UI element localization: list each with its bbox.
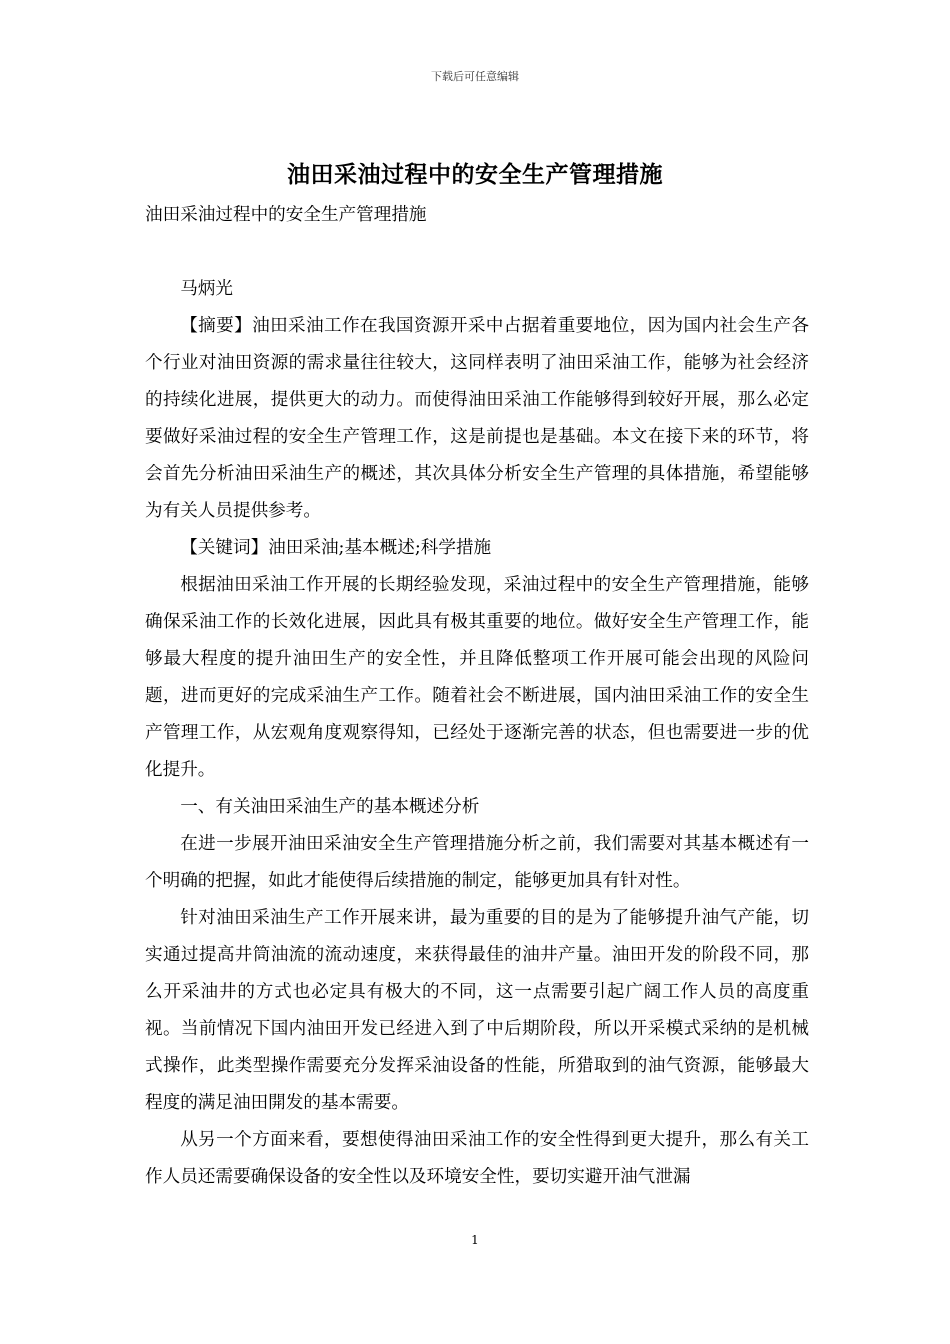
keywords-paragraph: 【关键词】油田采油;基本概述;科学措施 <box>180 538 492 558</box>
section-heading: 一、有关油田采油生产的基本概述分析 <box>180 797 480 817</box>
body-paragraph: 从另一个方面来看，要想使得油田采油工作的安全性得到更大提升，那么有关工作人员还需要确保设备的安全性以及环境安全性，要切实避开油气泄漏 <box>145 1130 809 1187</box>
body-paragraph: 根据油田采油工作开展的长期经验发现，采油过程中的安全生产管理措施，能够确保采油工作的长效化进展，因此具有极其重要的地位。做好安全生产管理工作，能够最大程度的提升油田生产的安全性，并且降低整项工作开展可能会出现的风险问题，进而更好的完成采油生产工作。随着社会不断进展，国内油田采油工作的安全生产管理工作，从宏观角度观察得知，已经处于逐渐完善的状态，但也需要进一步的优化提升。 <box>145 575 809 780</box>
author: 马炳光 <box>180 279 233 299</box>
subtitle: 油田采油过程中的安全生产管理措施 <box>145 205 427 225</box>
body-paragraph: 在进一步展开油田采油安全生产管理措施分析之前，我们需要对其基本概述有一个明确的把握，如此才能使得后续措施的制定，能够更加具有针对性。 <box>145 834 809 891</box>
document-title: 油田采油过程中的安全生产管理措施 <box>287 161 663 188</box>
document-body <box>145 197 809 1196</box>
body-paragraph: 针对油田采油生产工作开展来讲，最为重要的目的是为了能够提升油气产能，切实通过提高井筒油流的流动速度，来获得最佳的油井产量。油田开发的阶段不同，那么开采油井的方式也必定具有极大的不同，这一点需要引起广阔工作人员的高度重视。当前情况下国内油田开发已经进入到了中后期阶段，所以开采模式采纳的是机械式操作，此类型操作需要充分发挥采油设备的性能，所猎取到的油气资源，能够最大程度的满足油田開发的基本需要。 <box>145 908 809 1113</box>
abstract-paragraph: 【摘要】油田采油工作在我国资源开采中占据着重要地位，因为国内社会生产各个行业对油田资源的需求量往往较大，这同样表明了油田采油工作，能够为社会经济的持续化进展，提供更大的动力。而使得油田采油工作能够得到较好开展，那么必定要做好采油过程的安全生产管理工作，这是前提也是基础。本文在接下来的环节，将会首先分析油田采油生产的概述，其次具体分析安全生产管理的具体措施，希望能够为有关人员提供参考。 <box>145 316 809 521</box>
page-header: 下载后可任意编辑 <box>431 70 519 83</box>
page-number: 1 <box>471 1233 479 1247</box>
